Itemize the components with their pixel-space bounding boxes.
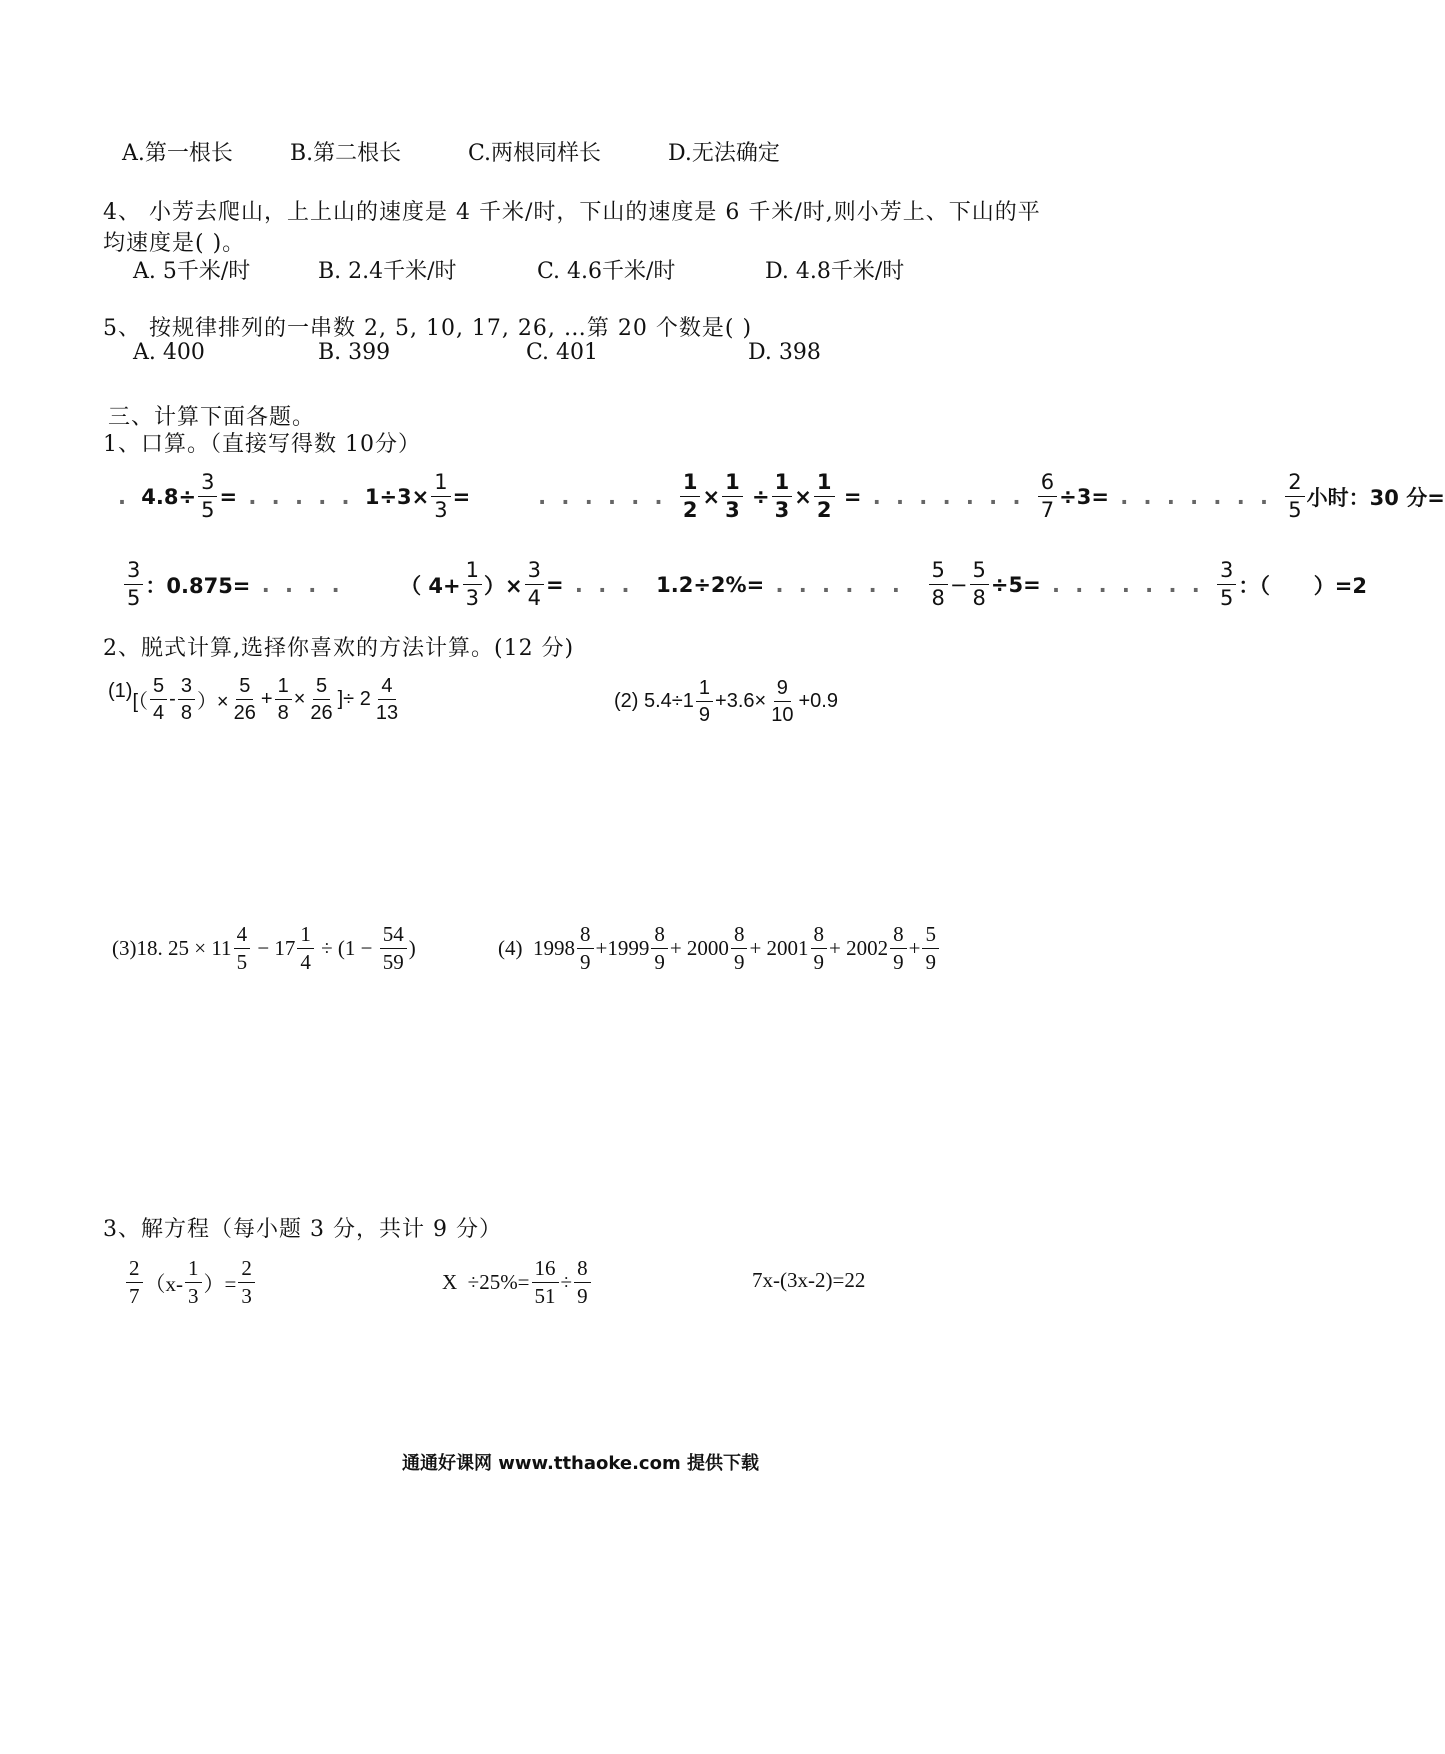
fraction: $\frac{8}{9}$: [731, 924, 748, 973]
fraction: $\frac{2}{3}$: [238, 1258, 255, 1307]
q4-line-1: 4、 小芳去爬山，上上山的速度是 4 千米/时，下山的速度是 6 千米/时,则小芳上、下山的平: [103, 200, 1041, 225]
equation-3: 7x-(3x-2)=22: [752, 1268, 866, 1292]
fraction: $\frac{1}{3}$: [431, 472, 450, 521]
fraction: $\frac{6}{7}$: [1038, 472, 1057, 521]
fraction: $\frac{1}{2}$: [680, 472, 701, 521]
fraction: $\frac{4}{13}$: [375, 675, 399, 724]
fraction: $\frac{5}{9}$: [922, 924, 939, 973]
fraction: $\frac{5}{4}$: [150, 676, 167, 723]
footer: 通通好课网 www.tthaoke.com 提供下载: [402, 1453, 759, 1474]
q5-line-1: 5、 按规律排列的一串数 2, 5, 10, 17, 26, …第 20 个数是( ): [103, 316, 753, 341]
fraction: $\frac{4}{5}$: [234, 924, 251, 973]
section-3-title: 三、计算下面各题。: [108, 405, 316, 430]
fraction: $\frac{2}{7}$: [126, 1258, 143, 1307]
fraction: $\frac{3}{5}$: [198, 472, 217, 521]
oral-row-2: $\frac{3}{5}$ ：0.875= . . . . （ 4+ $\frac{1}{3}$ ）× $\frac{3}{4}$ = . . . 1.2÷2%= . . . . . . $\frac{5}{8}$ − $\frac{5}{8}$ ÷5= . . . . . . . $\frac{3}{5}$ ：（ ）=2: [122, 560, 1367, 609]
q3-option-b: B.第二根长: [290, 141, 402, 166]
fraction: $\frac{8}{9}$: [811, 924, 828, 973]
q5-option-b: B. 399: [318, 340, 391, 365]
fraction: $\frac{2}{5}$: [1285, 472, 1304, 521]
fraction: $\frac{5}{8}$: [929, 560, 948, 609]
fraction: $\frac{1}{3}$: [722, 472, 743, 521]
q3-option-c: C.两根同样长: [468, 141, 602, 166]
q3-option-a: A.第一根长: [122, 141, 233, 166]
fraction: $\frac{1}{3}$: [463, 560, 482, 609]
part-3-title: 3、解方程（每小题 3 分，共计 9 分）: [103, 1217, 502, 1242]
fraction: $\frac{9}{10}$: [771, 677, 794, 726]
q4-line-2: 均速度是( )。: [103, 231, 246, 256]
equation-1: $\frac{2}{7}$ （x- $\frac{1}{3}$ ）= $\frac{2}{3}$: [124, 1258, 257, 1307]
q4-option-b: B. 2.4千米/时: [318, 259, 457, 284]
fraction: $\frac{8}{9}$: [574, 1258, 591, 1307]
q4-option-d: D. 4.8千米/时: [765, 259, 905, 284]
fraction: $\frac{3}{4}$: [525, 560, 544, 609]
q3-option-d: D.无法确定: [668, 141, 780, 166]
fraction: $\frac{1}{3}$: [185, 1258, 202, 1307]
fraction: $\frac{8}{9}$: [577, 924, 594, 973]
q4-option-c: C. 4.6千米/时: [537, 259, 676, 284]
oral-1-2-pre: 1÷3×: [364, 484, 430, 509]
fraction: $\frac{8}{9}$: [890, 924, 907, 973]
problem-2-2: (2) 5.4÷1 $\frac{1}{9}$ +3.6× $\frac{9}{10}$ +0.9: [614, 677, 838, 726]
oral-1-1-pre: 4.8÷: [141, 484, 197, 509]
fraction: $\frac{1}{9}$: [696, 678, 713, 725]
part-2-title: 2、脱式计算,选择你喜欢的方法计算。(12 分): [103, 636, 575, 661]
q5-option-c: C. 401: [526, 340, 599, 365]
fraction: $\frac{1}{3}$: [772, 472, 793, 521]
q5-option-d: D. 398: [748, 340, 821, 365]
fraction: $\frac{1}{8}$: [275, 676, 292, 723]
problem-2-4: (4) 1998 $\frac{8}{9}$ +1999 $\frac{8}{9}$ + 2000 $\frac{8}{9}$ + 2001 $\frac{8}{9}$ + 2002 $\frac{8}{9}$ + $\frac{5}{9}$: [498, 924, 941, 973]
fraction: $\frac{1}{2}$: [814, 472, 835, 521]
fraction: $\frac{54}{59}$: [380, 924, 407, 973]
fraction: $\frac{8}{9}$: [651, 924, 668, 973]
fraction: $\frac{16}{51}$: [532, 1258, 559, 1307]
fraction: $\frac{5}{26}$: [233, 675, 256, 724]
q5-option-a: A. 400: [133, 340, 205, 365]
fraction: $\frac{3}{5}$: [1217, 560, 1236, 609]
problem-2-1: (1) [（ $\frac{5}{4}$ - $\frac{3}{8}$ ）× $\frac{5}{26}$ + $\frac{1}{8}$ × $\frac{5}{26}$ ]÷ 2 $\frac{4}{13}$: [108, 676, 403, 723]
q4-option-a: A. 5千米/时: [133, 259, 251, 284]
fraction: $\frac{5}{26}$: [310, 675, 333, 724]
oral-row-1: . 4.8÷ $\frac{3}{5}$ = . . . . . 1÷3× $\frac{1}{3}$ = . . . . . . $\frac{1}{2}$ × $\frac{1}{3}$ ÷ $\frac{1}{3}$ × $\frac{1}{2}$ = . . . . . . . $\frac{6}{7}$ ÷3= . . . . . . . $\frac{2}{5}$ 小时：30 分=: [118, 470, 1445, 522]
fraction: $\frac{3}{8}$: [178, 676, 195, 723]
fraction: $\frac{3}{5}$: [124, 560, 143, 609]
fraction: $\frac{5}{8}$: [970, 560, 989, 609]
problem-2-3: (3)18. 25 × 11 $\frac{4}{5}$ − 17 $\frac{1}{4}$ ÷ (1 − $\frac{54}{59}$ ): [112, 922, 416, 974]
part-1-title: 1、口算。（直接写得数 10分）: [103, 432, 421, 457]
fraction: $\frac{1}{4}$: [297, 924, 314, 973]
equation-2: X ÷25%= $\frac{16}{51}$ ÷ $\frac{8}{9}$: [442, 1258, 593, 1307]
